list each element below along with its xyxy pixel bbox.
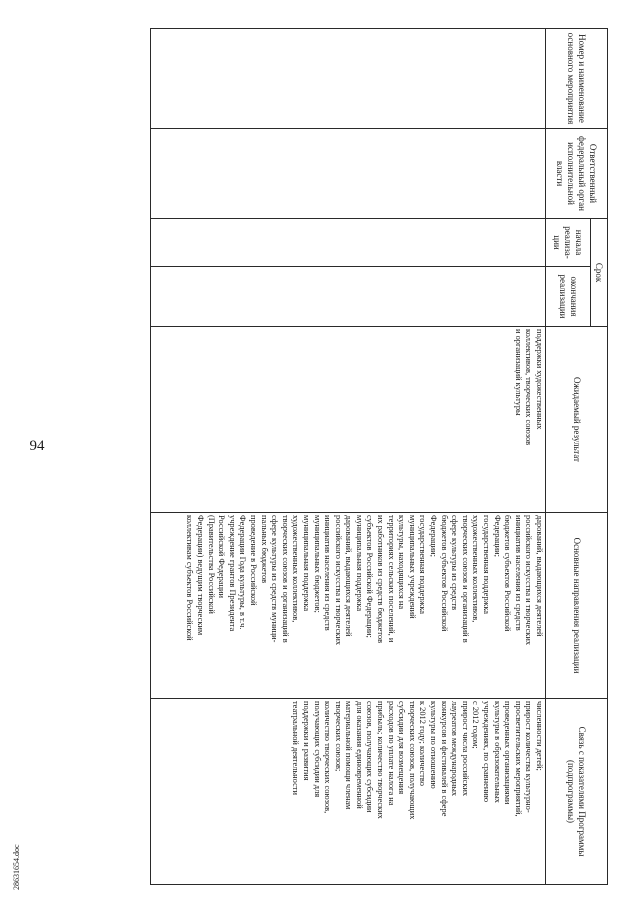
page-number: 94 — [29, 438, 45, 454]
footer-filename: 28631654.doc — [12, 844, 21, 890]
header-expected-result: Ожидаемый результат — [546, 327, 608, 513]
header-term-start: начала реализа-ции — [546, 219, 591, 267]
header-number-name: Номер и наименование основного мероприятия — [546, 29, 608, 129]
header-indicators-link: Связь с показателями Программы (подпрограммы) — [546, 699, 608, 885]
table-row — [151, 29, 546, 885]
cell-start — [151, 219, 546, 267]
rotated-table-block — [68, 28, 608, 884]
header-responsible-agency: Ответственный федеральный орган исполнительной власти — [546, 129, 608, 219]
cell-indicators-link: численности детей; прирост количества культурно- просветительских мероприятий, проведенных организациями культуры в образовательных учреждениях, по сравнению с 2012 годом; прирост числа российских лауреатов международных конкурсов и фестивалей в сфере культуры по отношению к 2012 году; количество творческих союзов, получающих субсидии для возмещения расходов по уплате налога на прибыль; количество творческих союзов, получающих субсидии для оказания единовременной материальной помощи членам творческих союзов; количество творческих союзов, получающих субсидии для поддержки и развития театральной деятельности — [151, 699, 546, 885]
cell-number-name — [151, 29, 546, 129]
program-measures-table — [150, 28, 608, 885]
cell-main-directions: дарований, выдающихся деятелей российского искусства и творческих инициатив населения из средств бюджетов субъектов Российской Федерации; государственная поддержка художественных коллективов, творческих союзов и организаций в сфере культуры из средств бюджетов субъектов Российской Федерации; государственная поддержка муниципальных учреждений культуры, находящихся на территориях сельских поселений, и их работников из средств бюджетов субъектов Российской Федерации; муниципальная поддержка дарований, выдающихся деятелей российского искусства и творческих инициатив населения из средств муниципальных бюджетов; муниципальная поддержка художественных коллективов, творческих союзов и организаций в сфере культуры из средств муници- пальных бюджетов проведение в Российской Федерации Года культуры, в т.ч. учреждение грантов Президента Российской Федерации (Правительства Российской Федерации) ведущим творческим коллективам субъектов Российской — [151, 513, 546, 699]
cell-agency — [151, 129, 546, 219]
cell-end — [151, 267, 546, 327]
header-term-end: окончания реализации — [546, 267, 591, 327]
header-term: Срок — [591, 219, 608, 327]
header-main-directions: Основные направления реализации — [546, 513, 608, 699]
cell-expected-result: поддержки художественных коллективов, творческих союзов и организаций культуры — [151, 327, 546, 513]
